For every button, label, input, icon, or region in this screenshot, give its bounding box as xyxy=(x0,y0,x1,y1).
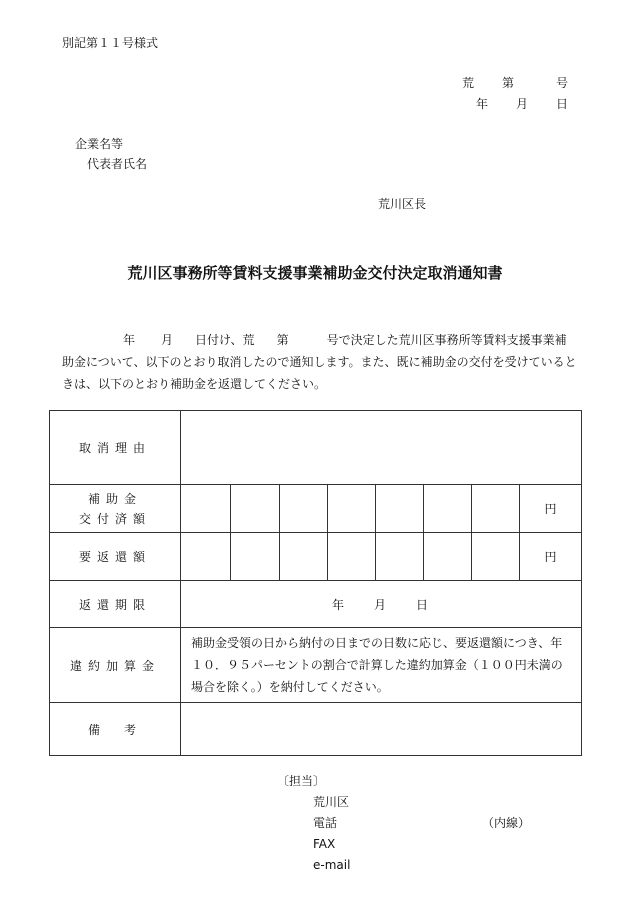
deadline-field[interactable] xyxy=(181,581,582,628)
remarks-label: 備 考 xyxy=(50,703,181,756)
table-row-reason xyxy=(50,411,582,485)
company-name-label: 企業名等 xyxy=(75,137,124,151)
amount-digit-cell[interactable] xyxy=(424,485,472,533)
contact-block xyxy=(277,771,531,876)
contact-dept: 荒川区 xyxy=(313,795,350,809)
granted-amount-label xyxy=(50,485,181,533)
deadline-day: 日 xyxy=(416,597,431,612)
amount-digit-cell[interactable] xyxy=(280,485,328,533)
sender-mayor: 荒川区長 xyxy=(378,197,427,211)
body-line2: 助金について、以下のとおり取消したので通知します。また、既に補助金の交付を受けていると xyxy=(62,355,577,369)
document-number xyxy=(462,74,568,91)
body-year: 年 xyxy=(123,333,136,347)
table-row-repay xyxy=(50,533,582,581)
notice-body xyxy=(62,329,582,395)
table-row-remarks xyxy=(50,703,582,756)
granted-label-line1: 補助金 xyxy=(87,491,142,506)
representative-name-label: 代表者氏名 xyxy=(87,157,148,171)
issue-date-month: 月 xyxy=(515,97,528,111)
reason-field[interactable] xyxy=(181,411,582,485)
amount-digit-cell[interactable] xyxy=(376,485,424,533)
issue-date-day: 日 xyxy=(555,97,568,111)
yen-unit: 円 xyxy=(520,533,582,581)
amount-digit-cell[interactable] xyxy=(231,485,280,533)
contact-email: e-mail xyxy=(313,858,351,872)
amount-digit-cell[interactable] xyxy=(181,533,231,581)
document-title: 荒川区事務所等賃料支援事業補助金交付決定取消通知書 xyxy=(127,264,503,282)
contact-extension: （内線） xyxy=(482,816,531,830)
form-id: 別記第１１号様式 xyxy=(62,36,159,50)
body-ref-no: 第 xyxy=(276,333,289,347)
issue-date-year: 年 xyxy=(475,97,488,111)
amount-digit-cell[interactable] xyxy=(231,533,280,581)
doc-number-suffix: 号 xyxy=(555,76,568,90)
remarks-field[interactable] xyxy=(181,703,582,756)
penalty-text: 補助金受領の日から納付の日までの日数に応じ、要返還額につき、年１０．９５パーセントの割合で計算した違約加算金（１００円未満の場合を除く。）を納付してください。 xyxy=(181,628,582,703)
repay-amount-label: 要返還額 xyxy=(50,533,181,581)
amount-digit-cell[interactable] xyxy=(181,485,231,533)
penalty-label: 違約加算金 xyxy=(50,628,181,703)
granted-label-line2: 交付済額 xyxy=(78,511,151,526)
table-row-granted xyxy=(50,485,582,533)
amount-digit-cell[interactable] xyxy=(424,533,472,581)
cancellation-table xyxy=(49,410,582,756)
table-row-penalty xyxy=(50,628,582,703)
table-row-deadline xyxy=(50,581,582,628)
issue-date xyxy=(476,95,568,112)
contact-phone-line xyxy=(277,813,531,834)
contact-heading: 〔担当〕 xyxy=(277,774,326,788)
amount-digit-cell[interactable] xyxy=(376,533,424,581)
yen-unit: 円 xyxy=(520,485,582,533)
doc-number-prefix: 荒 xyxy=(461,76,474,90)
doc-number-mid: 第 xyxy=(501,76,514,90)
amount-digit-cell[interactable] xyxy=(280,533,328,581)
body-day-ref: 日付け、荒 xyxy=(195,333,255,347)
contact-phone: 電話 xyxy=(313,816,338,830)
amount-digit-cell[interactable] xyxy=(472,485,520,533)
body-month: 月 xyxy=(161,333,174,347)
deadline-year: 年 xyxy=(331,597,346,612)
amount-digit-cell[interactable] xyxy=(472,533,520,581)
body-line1-rest: 号で決定した荒川区事務所等賃料支援事業補 xyxy=(326,333,567,347)
amount-digit-cell[interactable] xyxy=(328,533,376,581)
deadline-label: 返還期限 xyxy=(50,581,181,628)
body-line3: きは、以下のとおり補助金を返還してください。 xyxy=(62,377,327,391)
deadline-month: 月 xyxy=(373,597,388,612)
reason-label: 取消理由 xyxy=(50,411,181,485)
contact-fax: FAX xyxy=(313,837,336,851)
amount-digit-cell[interactable] xyxy=(328,485,376,533)
